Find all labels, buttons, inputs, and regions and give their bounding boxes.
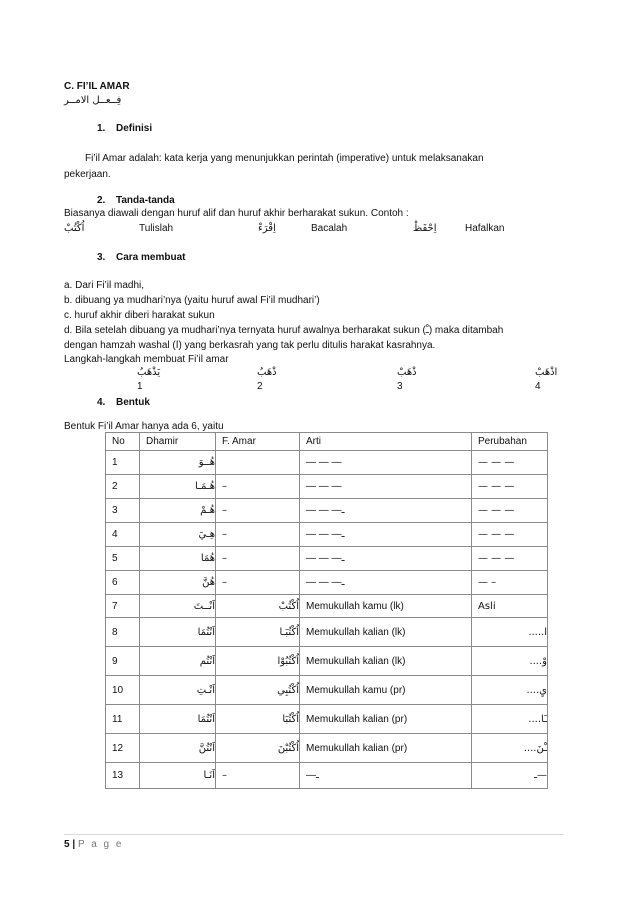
table-cell-perubahan: — — — <box>472 499 548 523</box>
table-header-dhamir: Dhamir <box>140 433 216 451</box>
table-cell-no: 9 <box>106 647 140 676</box>
table-cell-perubahan: ـَا.... <box>472 705 548 734</box>
cara-line-a: a. Dari Fi’il madhi, <box>64 280 145 291</box>
bentuk-table-body <box>106 433 548 789</box>
table-cell-fiil-amar: – <box>216 523 300 547</box>
table-cell-arti: Memukullah kalian (lk) <box>300 647 472 676</box>
table-cell-perubahan: ـْنَ.... <box>472 734 548 763</box>
heading-cara: Cara membuat <box>116 252 186 263</box>
heading-tanda: Tanda-tanda <box>116 195 175 206</box>
table-cell-dhamir: اَنْتُنَّ <box>140 734 216 763</box>
page-label: P a g e <box>77 839 124 850</box>
table-cell-perubahan: ا..... <box>472 618 548 647</box>
table-cell-dhamir: هُنَّ <box>140 571 216 595</box>
tanda-text: Biasanya diawali dengan huruf alif dan huruf akhir berharakat sukun. Contoh : <box>64 208 409 219</box>
table-cell-no: 12 <box>106 734 140 763</box>
heading-cara-number: 3. <box>97 252 106 263</box>
table-cell-dhamir: اَنْتُمَا <box>140 618 216 647</box>
table-header-arti: Arti <box>300 433 472 451</box>
table-cell-arti: Memukullah kalian (lk) <box>300 618 472 647</box>
table-cell-fiil-amar: اُكْتُبْ <box>216 595 300 618</box>
table-cell-perubahan: وْ.... <box>472 647 548 676</box>
definisi-text-line2: pekerjaan. <box>64 169 111 180</box>
cara-line-b: b. dibuang ya mudhari’nya (yaitu huruf awal Fi’il mudhari’) <box>64 295 320 306</box>
step-arabic-1: يَذْهَبُ <box>137 367 161 378</box>
table-cell-arti: — — —ـ <box>300 523 472 547</box>
heading-bentuk-number: 4. <box>97 397 106 408</box>
table-cell-fiil-amar <box>216 451 300 475</box>
table-header-perubahan: Perubahan <box>472 433 548 451</box>
table-cell-arti: —ـ <box>300 763 472 789</box>
section-title: C. FI’IL AMAR <box>64 81 130 92</box>
table-cell-dhamir: اَنَـا <box>140 763 216 789</box>
cara-steps-intro: Langkah-langkah membuat Fi’il amar <box>64 354 229 365</box>
table-cell-no: 13 <box>106 763 140 789</box>
table-row <box>106 595 548 618</box>
table-cell-dhamir: اَنْـتِ <box>140 676 216 705</box>
heading-definisi: Definisi <box>116 123 153 134</box>
table-cell-arti: — — —ـ <box>300 571 472 595</box>
table-cell-dhamir: هُـمْ <box>140 499 216 523</box>
table-cell-fiil-amar: – <box>216 763 300 789</box>
table-cell-no: 4 <box>106 523 140 547</box>
cara-line-c: c. huruf akhir diberi harakat sukun <box>64 310 215 321</box>
step-arabic-3: ذْهَبْ <box>397 367 417 378</box>
step-number-1: 1 <box>137 381 143 392</box>
table-cell-dhamir: هِـيَ <box>140 523 216 547</box>
example-meaning-2: Bacalah <box>311 223 348 234</box>
table-header-row <box>106 433 548 451</box>
table-cell-no: 7 <box>106 595 140 618</box>
table-row <box>106 734 548 763</box>
table-cell-arti: — — —ـ <box>300 499 472 523</box>
step-arabic-4: اذْهَبْ <box>535 367 558 378</box>
table-row <box>106 647 548 676</box>
table-header-no: No <box>106 433 140 451</box>
table-cell-no: 2 <box>106 475 140 499</box>
table-cell-no: 8 <box>106 618 140 647</box>
section-title-arabic: فِــعــل الامــر <box>64 95 122 106</box>
example-meaning-1: Tulislah <box>139 223 174 234</box>
example-arabic-2: اِقْرَءْ <box>258 223 276 234</box>
definisi-text-line1: Fi’il Amar adalah: kata kerja yang menunjukkan perintah (imperative) untuk melaksanakan <box>85 153 484 164</box>
table-cell-dhamir: اَنْتُمَا <box>140 705 216 734</box>
table-row <box>106 618 548 647</box>
example-meaning-3: Hafalkan <box>465 223 505 234</box>
table-row <box>106 475 548 499</box>
table-cell-fiil-amar: – <box>216 499 300 523</box>
bentuk-table <box>105 432 548 789</box>
table-cell-perubahan: — — — <box>472 523 548 547</box>
table-cell-arti: — — — <box>300 451 472 475</box>
table-cell-fiil-amar: اُكْتُبِي <box>216 676 300 705</box>
table-cell-dhamir: هُـمَـا <box>140 475 216 499</box>
table-cell-no: 3 <box>106 499 140 523</box>
table-row <box>106 571 548 595</box>
table-cell-perubahan: —ـ <box>472 763 548 789</box>
table-cell-fiil-amar: – <box>216 547 300 571</box>
table-cell-arti: Memukullah kamu (pr) <box>300 676 472 705</box>
table-cell-dhamir: هُــوَ <box>140 451 216 475</box>
table-cell-arti: — — — <box>300 475 472 499</box>
table-cell-no: 1 <box>106 451 140 475</box>
table-cell-arti: Memukullah kalian (pr) <box>300 705 472 734</box>
table-cell-perubahan: يِ.... <box>472 676 548 705</box>
footer-separator: | <box>72 839 76 850</box>
heading-bentuk: Bentuk <box>116 397 150 408</box>
table-cell-dhamir: اَنْتُم <box>140 647 216 676</box>
table-cell-no: 10 <box>106 676 140 705</box>
table-cell-no: 5 <box>106 547 140 571</box>
heading-tanda-number: 2. <box>97 195 106 206</box>
table-cell-dhamir: هُمَا <box>140 547 216 571</box>
table-cell-perubahan: — – <box>472 571 548 595</box>
step-number-2: 2 <box>257 381 263 392</box>
table-cell-fiil-amar: اُكْتُبُوْا <box>216 647 300 676</box>
table-cell-arti: — — —ـ <box>300 547 472 571</box>
cara-line-d-continued: dengan hamzah washal (ا) yang berkasrah yang tak perlu ditulis harakat kasrahnya. <box>64 340 436 351</box>
cara-line-d: d. Bila setelah dibuang ya mudhari’nya ternyata huruf awalnya berharakat sukun (ـْ) maka ditambah <box>64 325 504 336</box>
table-cell-fiil-amar: اُكْتُبَـا <box>216 618 300 647</box>
table-row <box>106 547 548 571</box>
table-cell-perubahan: — — — <box>472 475 548 499</box>
heading-definisi-number: 1. <box>97 123 106 134</box>
table-cell-no: 6 <box>106 571 140 595</box>
table-cell-fiil-amar: – <box>216 475 300 499</box>
table-cell-no: 11 <box>106 705 140 734</box>
table-row <box>106 705 548 734</box>
table-row <box>106 499 548 523</box>
step-number-4: 4 <box>535 381 541 392</box>
table-cell-perubahan: Asli <box>472 595 548 618</box>
table-row <box>106 451 548 475</box>
table-cell-perubahan: — — — <box>472 451 548 475</box>
table-row <box>106 523 548 547</box>
table-cell-perubahan: — — — <box>472 547 548 571</box>
table-row <box>106 763 548 789</box>
example-arabic-1: اُكْتُبْ <box>64 223 85 234</box>
table-cell-arti: Memukullah kalian (pr) <box>300 734 472 763</box>
step-number-3: 3 <box>397 381 403 392</box>
bentuk-intro: Bentuk Fi’il Amar hanya ada 6, yaitu <box>64 421 224 432</box>
page-number: 5 <box>64 839 70 850</box>
table-cell-dhamir: اَنْــتَ <box>140 595 216 618</box>
table-cell-fiil-amar: اُكْتُبَا <box>216 705 300 734</box>
table-row <box>106 676 548 705</box>
step-arabic-2: ذْهَبُ <box>257 367 277 378</box>
table-cell-fiil-amar: – <box>216 571 300 595</box>
table-cell-arti: Memukullah kamu (lk) <box>300 595 472 618</box>
table-cell-fiil-amar: اُكْتُبْنَ <box>216 734 300 763</box>
footer-divider <box>64 834 564 835</box>
table-header-fiil-amar: F. Amar <box>216 433 300 451</box>
page-footer <box>64 839 123 850</box>
example-arabic-3: اِحْفَظْ <box>413 223 437 234</box>
